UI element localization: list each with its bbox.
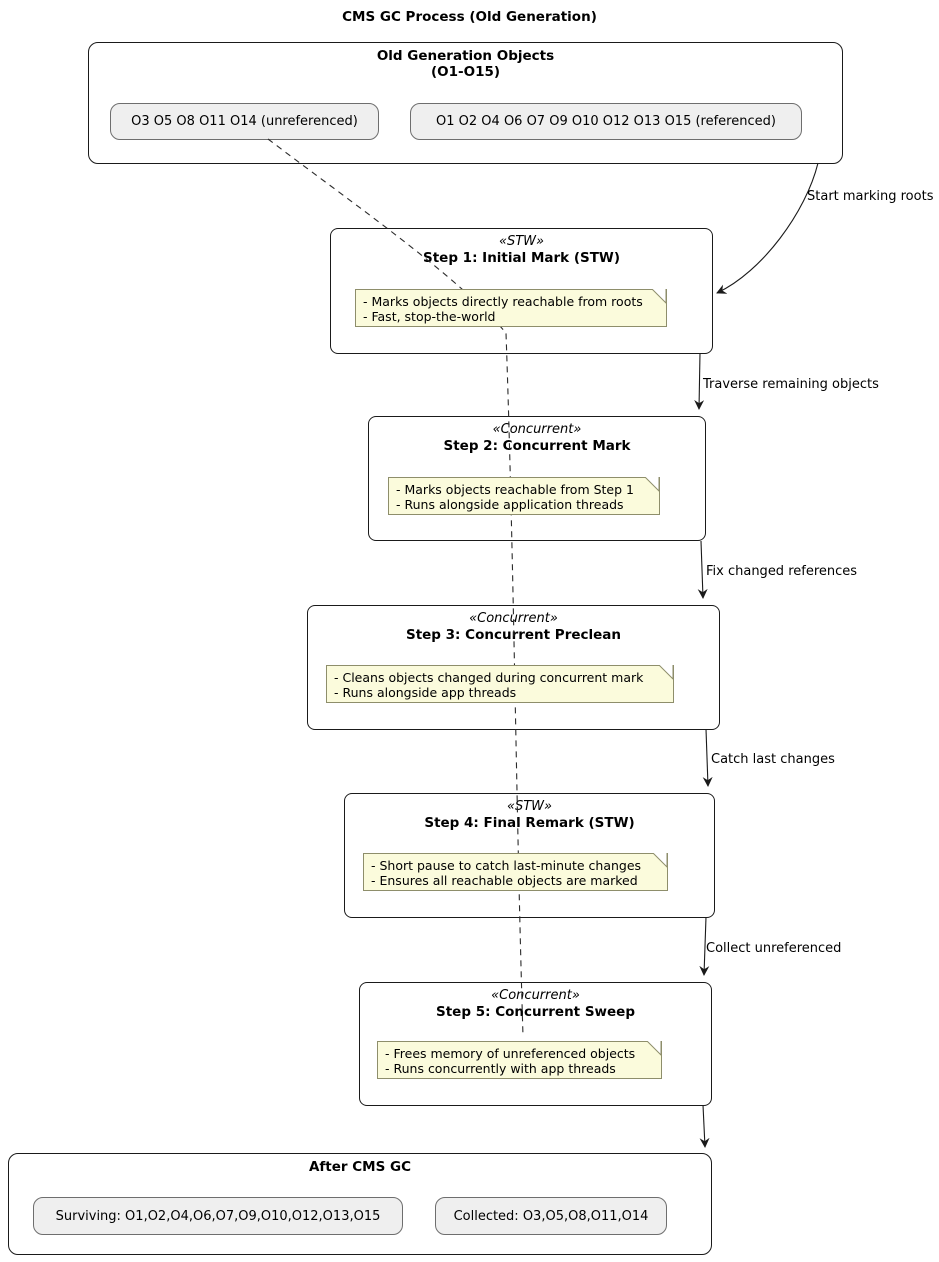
note-step-4 bbox=[363, 853, 668, 891]
surviving-objects-node: Surviving: O1,O2,O4,O6,O7,O9,O10,O12,O13,O15 bbox=[33, 1197, 403, 1235]
note-fold-icon bbox=[652, 289, 667, 304]
edge-label-start-marking-roots: Start marking roots bbox=[807, 189, 934, 204]
note-fold-icon bbox=[645, 477, 660, 492]
edge-label-collect-unreferenced: Collect unreferenced bbox=[706, 941, 842, 956]
note-step-5-line2: - Runs concurrently with app threads bbox=[385, 1061, 616, 1076]
note-step-3 bbox=[326, 665, 674, 703]
step-1-stereotype: «STW» bbox=[498, 234, 545, 249]
arrow-step5-after bbox=[703, 1105, 705, 1147]
unreferenced-objects-node: O3 O5 O8 O11 O14 (unreferenced) bbox=[110, 103, 379, 140]
arrow-step3-step4 bbox=[706, 729, 708, 786]
note-step-3-line2: - Runs alongside app threads bbox=[334, 685, 517, 700]
note-step-1 bbox=[355, 289, 667, 327]
arrow-step2-step3 bbox=[701, 541, 703, 598]
after-cms-gc-title: After CMS GC bbox=[308, 1159, 412, 1175]
note-step-5-line1: - Frees memory of unreferenced objects bbox=[385, 1046, 636, 1061]
referenced-objects-node: O1 O2 O4 O6 O7 O9 O10 O12 O13 O15 (referenced) bbox=[410, 103, 802, 140]
old-generation-title-line1: Old Generation Objects bbox=[376, 48, 555, 64]
arrow-start-marking-roots bbox=[717, 163, 818, 293]
note-step-4-line2: - Ensures all reachable objects are marked bbox=[371, 873, 638, 888]
note-step-2-line2: - Runs alongside application threads bbox=[396, 497, 624, 512]
step-2-stereotype: «Concurrent» bbox=[492, 422, 582, 437]
edge-label-traverse-remaining: Traverse remaining objects bbox=[703, 377, 879, 392]
step-2-title: Step 2: Concurrent Mark bbox=[443, 438, 631, 454]
note-step-1-line1: - Marks objects directly reachable from roots bbox=[363, 294, 643, 309]
step-1-title: Step 1: Initial Mark (STW) bbox=[422, 250, 620, 266]
note-fold-icon bbox=[653, 853, 668, 868]
note-fold-icon bbox=[659, 665, 674, 680]
edge-label-catch-last-changes: Catch last changes bbox=[711, 752, 835, 767]
note-step-5 bbox=[377, 1041, 662, 1079]
note-fold-icon bbox=[647, 1041, 662, 1056]
note-step-2 bbox=[388, 477, 660, 515]
note-step-4-line1: - Short pause to catch last-minute changes bbox=[371, 858, 642, 873]
arrow-step1-step2 bbox=[699, 353, 700, 409]
step-4-stereotype: «STW» bbox=[506, 799, 553, 814]
old-generation-title-line2: (O1-O15) bbox=[430, 64, 501, 80]
step-4-title: Step 4: Final Remark (STW) bbox=[424, 815, 635, 831]
step-5-stereotype: «Concurrent» bbox=[491, 988, 580, 1003]
edge-label-fix-changed-references: Fix changed references bbox=[706, 564, 858, 579]
step-3-title: Step 3: Concurrent Preclean bbox=[405, 627, 622, 643]
note-step-1-line2: - Fast, stop-the-world bbox=[363, 309, 496, 324]
collected-objects-node: Collected: O3,O5,O8,O11,O14 bbox=[435, 1197, 667, 1235]
step-5-title: Step 5: Concurrent Sweep bbox=[436, 1004, 635, 1020]
step-3-stereotype: «Concurrent» bbox=[469, 611, 558, 626]
note-step-2-line1: - Marks objects reachable from Step 1 bbox=[396, 482, 634, 497]
note-step-3-line1: - Cleans objects changed during concurrent mark bbox=[334, 670, 644, 685]
diagram-title: CMS GC Process (Old Generation) bbox=[342, 9, 597, 25]
